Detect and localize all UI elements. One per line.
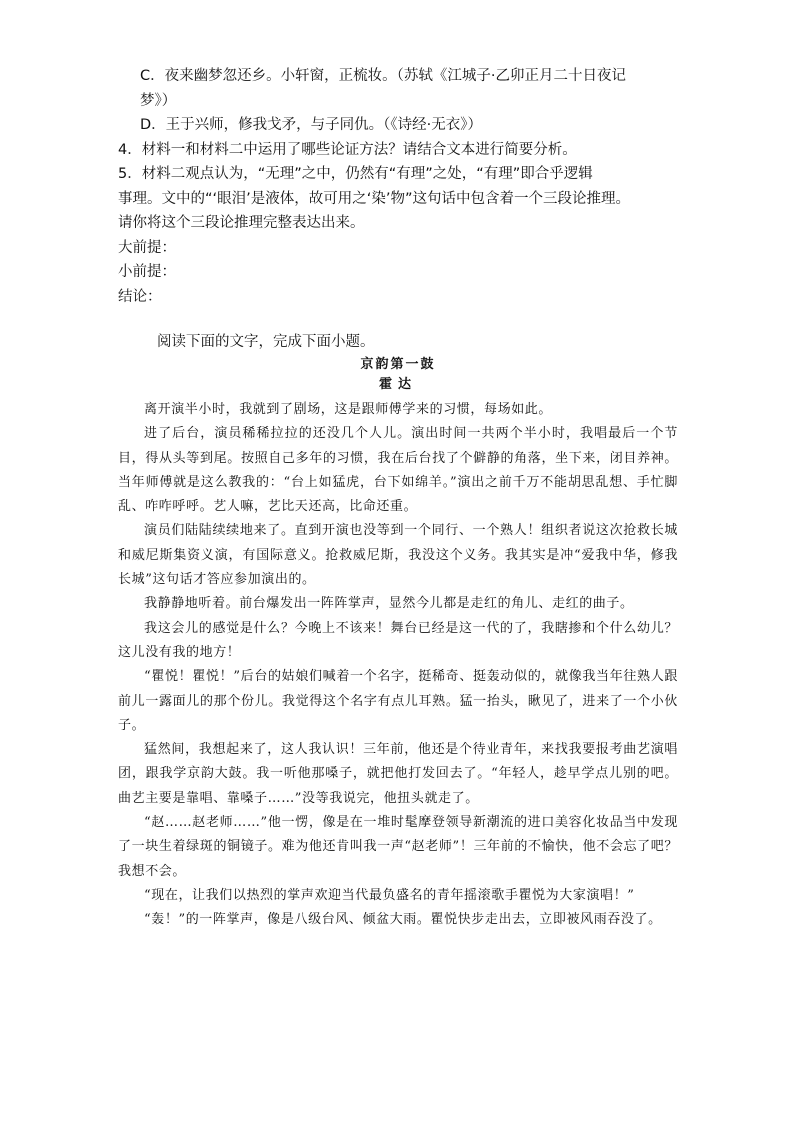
- story-section: [118, 356, 678, 933]
- story-paragraph-6: “瞿悦！瞿悦！”后台的姑娘们喊着一个名字，挺稀奇、挺轰动似的，就像我当年往熟人跟前儿一露面儿的那个份儿。我觉得这个名字有点儿耳熟。猛一抬头，瞅见了，进来了一个小伙子。: [118, 669, 678, 733]
- story-paragraph-8: “赵……赵老师……”他一愣，像是在一堆时髦摩登领导新潮流的进口美容化妆品当中发现了一块生着绿斑的铜镜子。难为他还肯叫我一声“赵老师”！三年前的不愉快，他不会忘了吧？我想不会。: [118, 815, 678, 879]
- story-paragraph-2: 进了后台，演员稀稀拉拉的还没几个人儿。演出时间一共两个半小时，我唱最后一个节目，得从头等到尾。按照自己多年的习惯，我在后台找了个僻静的角落，坐下来，闭目养神。当年师傅就是这么教我的：“台上如猛虎，台下如绵羊。”演出之前千万不能胡思乱想、手忙脚乱、咋咋呼呼。艺人嘛，艺比天还高，比命还重。: [118, 426, 678, 515]
- option-c-line2: 梦》）: [140, 92, 177, 109]
- story-paragraph-7: 猛然间，我想起来了，这人我认识！三年前，他还是个待业青年，来找我要报考曲艺演唱团，跟我学京韵大鼓。我一听他那嗓子，就把他打发回去了。“年轻人，趁早学点儿别的吧。曲艺主要是靠唱、靠嗓子……”没等我说完，他扭头就走了。: [118, 742, 678, 806]
- question-4: 4．材料一和材料二中运用了哪些论证方法？请结合文本进行简要分析。: [118, 141, 577, 158]
- story-paragraph-9: “现在，让我们以热烈的掌声欢迎当代最负盛名的青年摇滚歌手瞿悦为大家演唱！”: [144, 887, 635, 903]
- story-title: 京韵第一鼓: [360, 357, 436, 372]
- question-5-line3: 请你将这个三段论推理完整表达出来。: [118, 215, 365, 231]
- question-section: [118, 64, 678, 309]
- question-5-line1: 5．材料二观点认为，“无理”之中，仍然有“有理”之处，“有理”即合乎逻辑: [118, 166, 593, 182]
- major-premise-label: 大前提：: [118, 239, 176, 256]
- story-paragraph-3: 演员们陆陆续续地来了。直到开演也没等到一个同行、一个熟人！组织者说这次抢救长城和威尼斯集资义演，有国际意义。抢救威尼斯，我没这个义务。我其实是冲“爱我中华，修我长城”这句话才答应参加演出的。: [118, 523, 678, 588]
- question-5-line2: 事理。文中的“‘眼泪’是液体，故可用之‘染’物”这句话中包含着一个三段论推理。: [118, 190, 630, 207]
- option-d: D．王于兴师，修我戈矛，与子同仇。（《诗经·无衣》）: [140, 117, 483, 133]
- story-author: 霍达: [378, 377, 417, 392]
- story-paragraph-10: “轰！”的一阵掌声，像是八级台风、倾盆大雨。瞿悦快步走出去，立即被风雨吞没了。: [144, 912, 662, 928]
- minor-premise-label: 小前提：: [118, 264, 176, 280]
- reading-instruction: 阅读下面的文字，完成下面小题。: [157, 334, 375, 350]
- story-paragraph-1: 离开演半小时，我就到了剧场，这是跟师傅学来的习惯，每场如此。: [144, 402, 553, 417]
- conclusion-label: 结论：: [118, 288, 162, 305]
- story-paragraph-4: 我静静地听着。前台爆发出一阵阵掌声，显然今儿都是走红的角儿、走红的曲子。: [144, 596, 634, 612]
- story-paragraph-5: 我这会儿的感觉是什么？今晚上不该来！舞台已经是这一代的了，我瞎掺和个什么幼儿？这儿没有我的地方！: [118, 620, 678, 660]
- option-c-line1: C．夜来幽梦忽还乡。小轩窗，正梳妆。（苏轼《江城子·乙卯正月二十日夜记: [140, 68, 626, 84]
